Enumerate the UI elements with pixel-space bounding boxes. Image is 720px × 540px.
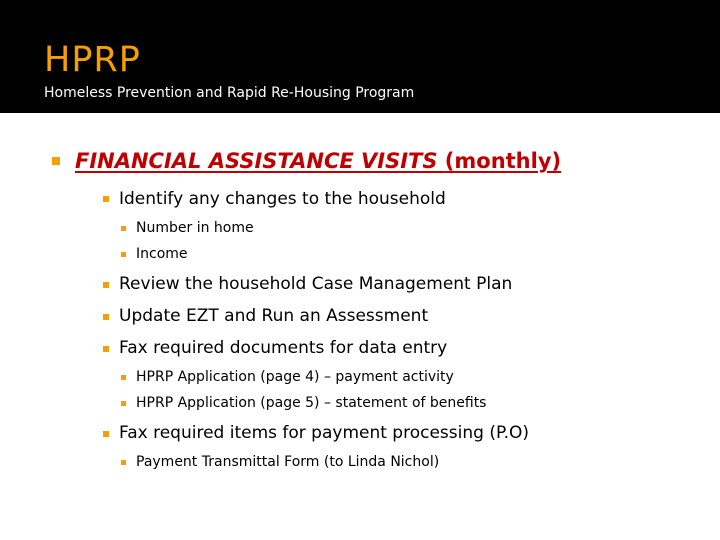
subitem-bullet bbox=[121, 460, 126, 465]
heading-bullet bbox=[52, 157, 60, 165]
item-bullet bbox=[103, 314, 109, 320]
item-bullet bbox=[103, 196, 109, 202]
sub-list-item: Income bbox=[136, 246, 188, 262]
sub-list-item: HPRP Application (page 5) – statement of benefits bbox=[136, 395, 487, 411]
subitem-bullet bbox=[121, 226, 126, 231]
list-item: Identify any changes to the household bbox=[119, 189, 446, 209]
slide-subtitle: Homeless Prevention and Rapid Re-Housing Program bbox=[44, 85, 415, 101]
subitem-bullet bbox=[121, 252, 126, 257]
sub-list-item: HPRP Application (page 4) – payment activity bbox=[136, 369, 454, 385]
heading-suffix: (monthly) bbox=[444, 149, 562, 173]
subitem-bullet bbox=[121, 401, 126, 406]
list-item: Fax required items for payment processing (P.O) bbox=[119, 423, 529, 443]
list-item: Update EZT and Run an Assessment bbox=[119, 306, 429, 326]
sub-list-item: Payment Transmittal Form (to Linda Nichol) bbox=[136, 454, 440, 470]
heading-text: FINANCIAL ASSISTANCE VISITS bbox=[75, 149, 438, 173]
section-heading bbox=[75, 148, 561, 174]
list-item: Review the household Case Management Plan bbox=[119, 274, 513, 294]
item-bullet bbox=[103, 431, 109, 437]
subitem-bullet bbox=[121, 375, 126, 380]
item-bullet bbox=[103, 346, 109, 352]
sub-list-item: Number in home bbox=[136, 220, 254, 236]
list-item: Fax required documents for data entry bbox=[119, 338, 448, 358]
item-bullet bbox=[103, 282, 109, 288]
slide-title: HPRP bbox=[44, 40, 141, 80]
